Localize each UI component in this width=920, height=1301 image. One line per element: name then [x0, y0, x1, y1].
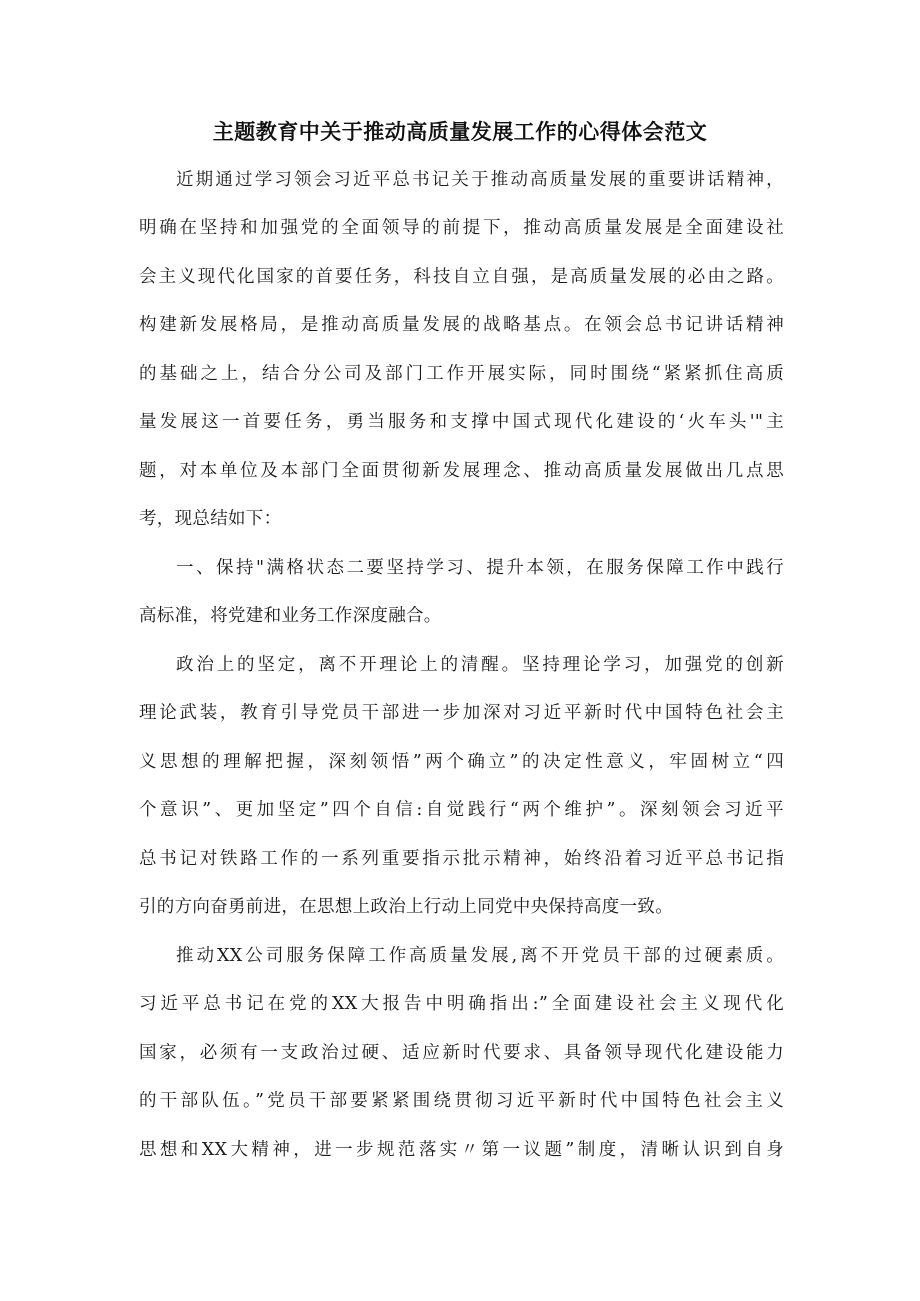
body-line: 近期通过学习领会习近平总书记关于推动高质量发展的重要讲话精神， — [176, 170, 784, 190]
document-title: 主题教育中关于推动高质量发展工作的心得体会范文 — [212, 120, 708, 144]
body-line: 的基础之上，结合分公司及部门工作开展实际，同时围绕“紧紧抓住高质 — [139, 364, 784, 384]
body-line: 个意识”、更加坚定”四个自信:自觉践行“两个维护”。深刻领会习近平 — [139, 800, 784, 820]
body-line: 总书记对铁路工作的一系列重要指示批示精神，始终沿着习近平总书记指 — [139, 849, 784, 869]
body-line: 量发展这一首要任务，勇当服务和支撑中国式现代化建设的‘火车头'"主 — [139, 412, 784, 432]
section-heading-line: 一、保持"满格状态二要坚持学习、提升本领，在服务保障工作中践行 — [176, 558, 784, 578]
body-line: 明确在坚持和加强党的全面领导的前提下，推动高质量发展是全面建设社 — [139, 218, 784, 238]
body-line: 义思想的理解把握，深刻领悟”两个确立”的决定性意义，牢固树立“四 — [139, 752, 784, 772]
body-line: 国家，必须有一支政治过硬、适应新时代要求、具备领导现代化建设能力 — [139, 1043, 784, 1063]
body-line: 理论武装，教育引导党员干部进一步加深对习近平新时代中国特色社会主 — [139, 703, 784, 723]
body-line: 构建新发展格局，是推动高质量发展的战略基点。在领会总书记讲话精神 — [139, 315, 784, 335]
body-line: 推动XX公司服务保障工作高质量发展,离不开党员干部的过硬素质。 — [176, 946, 784, 966]
body-line: 习近平总书记在党的XX大报告中明确指出:”全面建设社会主义现代化 — [139, 994, 784, 1014]
body-line: 的干部队伍。”党员干部要紧紧围绕贯彻习近平新时代中国特色社会主义 — [139, 1091, 784, 1111]
body-line: 题，对本单位及本部门全面贯彻新发展理念、推动高质量发展做出几点思 — [139, 461, 784, 481]
section-heading-line: 高标准，将党建和业务工作深度融合。 — [139, 606, 442, 626]
body-line: 会主义现代化国家的首要任务，科技自立自强，是高质量发展的必由之路。 — [139, 267, 784, 287]
body-line: 思想和XX大精神，进一步规范落实〃第一议题”制度，清晰认识到自身 — [139, 1140, 784, 1160]
body-line: 政治上的坚定，离不开理论上的清醒。坚持理论学习，加强党的创新 — [176, 655, 784, 675]
body-line: 考，现总结如下： — [139, 509, 282, 529]
body-line: 引的方向奋勇前进，在思想上政治上行动上同党中央保持高度一致。 — [139, 897, 673, 917]
